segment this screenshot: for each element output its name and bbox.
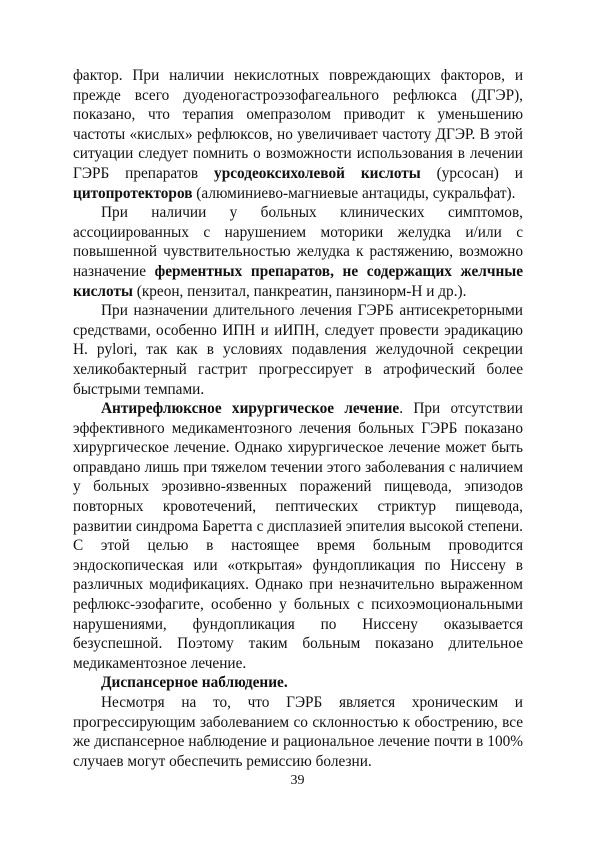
text-run: . При отсутствии эффективного медикаментозного лечения больных ГЭРБ показано хирургическое лечение. Однако хирургическое лечение может быть оправдано лишь при тяжелом течении этого заболевания с наличием у больных эрозивно-язвенных поражений пищевода, эпизодов повторных кровотечений, пептических стриктур пищевода, развитии синдрома Баретта с дисплазией эпителия высокой степени. С этой целью в настоящее время больным проводится эндоскопическая или «открытая» фундопликация по Ниссену в различных модификациях. Однако при незначительно выраженном рефлюкс-эзофагите, особенно у больных с психоэмоциональными нарушениями, фундопликация по Ниссену оказывается безуспешной. Поэтому таким больным показано длительное медикаментозное лечение. — [73, 400, 523, 672]
text-run: (креон, пензитал, панкреатин, панзинорм-Н и др.). — [132, 282, 467, 300]
paragraph-2 — [73, 203, 523, 301]
section-heading: Диспансерное наблюдение. — [101, 674, 288, 692]
page-number: 39 — [290, 773, 305, 788]
page-body — [73, 66, 523, 771]
paragraph-final: Несмотря на то, что ГЭРБ является хроническим и прогрессирующим заболеванием со склонностью к обострению, все же диспансерное наблюдение и рациональное лечение почти в 100% случаев могут обеспечить ремиссию болезни. — [73, 694, 523, 770]
bold-term-antireflux-surgery: Антирефлюксное хирургическое лечение — [101, 400, 400, 418]
text-run: (урсосан) и — [420, 164, 523, 182]
bold-term-ursodeoxycholic-acid: урсодеоксихолевой кислоты — [214, 164, 421, 182]
paragraph-4 — [73, 399, 523, 673]
text-run: При наличии у больных клинических симптомов, ассоциированных с нарушением моторики желудка и/или с повышенной чувствительностью желудка к растяжению, возможно назначение — [73, 204, 523, 280]
bold-term-cytoprotectors: цитопротекторов — [73, 184, 193, 202]
text-run: фактор. При наличии некислотных повреждающих факторов, и прежде всего дуоденогастроэзофагеального рефлюкса (ДГЭР), показано, что терапия омепразолом приводит к уменьшению частоты «кислых» рефлюксов, но увеличивает частоту ДГЭР. В этой ситуации следует помнить о возможности использования в лечении ГЭРБ препаратов — [73, 67, 523, 182]
paragraph-3 — [73, 301, 523, 399]
text-run: (алюминиево-магниевые антациды, сукральфат). — [192, 184, 516, 202]
bold-term-enzyme-preparations: ферментных препаратов, не содержащих желчные кислоты — [73, 262, 523, 300]
paragraph-1 — [73, 66, 523, 203]
text-run: При назначении длительного лечения ГЭРБ антисекреторными средствами, особенно ИПН и иИПН, следует провести эрадикацию H. pylori, так как в условиях подавления желудочной секреции хеликобактерный гастрит прогрессирует в атрофический более быстрыми темпами. — [73, 302, 523, 398]
